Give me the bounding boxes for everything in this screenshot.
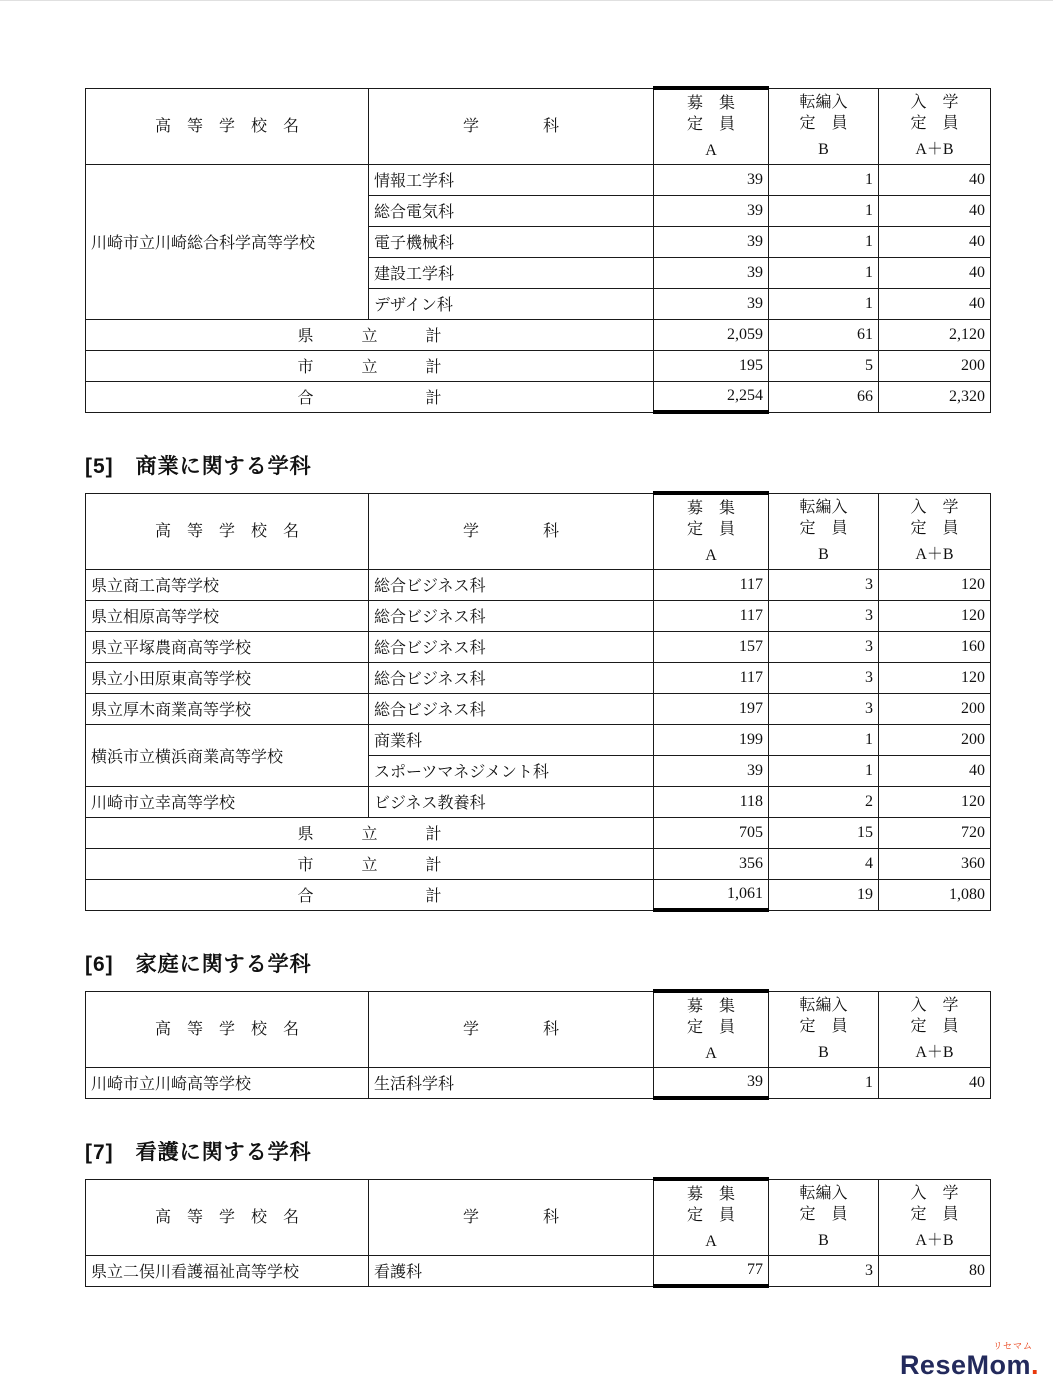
header-department: 学 科 <box>369 991 654 1067</box>
header-transfer-capacity-line2: 定 員 <box>799 1206 848 1223</box>
header-recruit-capacity-line2: 定 員 <box>686 115 735 133</box>
header-recruit-capacity <box>654 991 769 1067</box>
transfer-capacity-cell: 1 <box>769 164 879 195</box>
section-nursing <box>85 1136 990 1288</box>
summary-label-cell: 県 立 計 <box>86 817 654 848</box>
section-industrial-continued <box>85 86 990 414</box>
transfer-capacity-cell: 1 <box>769 226 879 257</box>
header-entrance-capacity-line1: 入 学 <box>910 997 959 1014</box>
transfer-capacity-cell: 1 <box>769 257 879 288</box>
header-recruit-capacity-line1: 募 集 <box>686 1185 735 1203</box>
transfer-capacity-cell: 1 <box>769 1067 879 1098</box>
header-entrance-capacity-sub-label: A＋B <box>915 1044 954 1061</box>
header-transfer-capacity <box>769 88 879 164</box>
transfer-capacity-cell: 2 <box>769 786 879 817</box>
transfer-capacity-cell: 3 <box>769 662 879 693</box>
school-cell: 県立相原高等学校 <box>86 600 369 631</box>
entrance-capacity-cell: 360 <box>879 848 991 879</box>
header-recruit-capacity <box>654 493 769 569</box>
header-transfer-capacity <box>769 1179 879 1255</box>
table-row <box>86 569 991 600</box>
entrance-capacity-cell: 40 <box>879 226 991 257</box>
recruit-capacity-cell: 195 <box>654 350 769 381</box>
department-cell: デザイン科 <box>369 288 654 319</box>
table-row <box>86 848 991 879</box>
table-header <box>86 991 991 1067</box>
header-entrance-capacity <box>879 88 991 164</box>
header-transfer-capacity-sub-label: B <box>818 141 829 158</box>
header-recruit-capacity-sub-label: A <box>705 141 717 159</box>
header-recruit-capacity-line1: 募 集 <box>686 499 735 517</box>
school-cell: 県立二俣川看護福祉高等学校 <box>86 1255 369 1286</box>
table-body <box>86 1255 991 1286</box>
header-transfer-capacity-line2: 定 員 <box>799 520 848 537</box>
entrance-capacity-cell: 1,080 <box>879 879 991 910</box>
entrance-capacity-cell: 40 <box>879 755 991 786</box>
table-row <box>86 1255 991 1286</box>
entrance-capacity-cell: 160 <box>879 631 991 662</box>
department-cell: 情報工学科 <box>369 164 654 195</box>
table-row <box>86 879 991 910</box>
recruit-capacity-cell: 2,254 <box>654 381 769 412</box>
watermark-brand-dot: . <box>1030 1350 1039 1380</box>
header-entrance-capacity-line2: 定 員 <box>910 115 959 132</box>
header-school-name: 高 等 学 校 名 <box>86 88 369 164</box>
document-content <box>85 86 990 1288</box>
school-cell: 県立商工高等学校 <box>86 569 369 600</box>
department-cell: 看護科 <box>369 1255 654 1286</box>
transfer-capacity-cell: 1 <box>769 724 879 755</box>
summary-label-cell: 県 立 計 <box>86 319 654 350</box>
school-cell: 横浜市立横浜商業高等学校 <box>86 724 369 786</box>
header-transfer-capacity-sub-label: B <box>818 1044 829 1061</box>
recruit-capacity-cell: 39 <box>654 755 769 786</box>
table-body <box>86 164 991 412</box>
table-header <box>86 88 991 164</box>
department-cell: 総合ビジネス科 <box>369 569 654 600</box>
header-transfer-capacity-line2: 定 員 <box>799 1018 848 1035</box>
table-row <box>86 164 991 195</box>
table-row <box>86 381 991 412</box>
department-cell: 総合ビジネス科 <box>369 693 654 724</box>
header-transfer-capacity <box>769 991 879 1067</box>
recruit-capacity-cell: 356 <box>654 848 769 879</box>
entrance-capacity-cell: 40 <box>879 288 991 319</box>
recruit-capacity-cell: 39 <box>654 164 769 195</box>
entrance-capacity-cell: 200 <box>879 350 991 381</box>
entrance-capacity-cell: 120 <box>879 786 991 817</box>
watermark-brand-text: ReseMom <box>899 1350 1031 1380</box>
header-entrance-capacity-line1: 入 学 <box>910 94 959 111</box>
header-recruit-capacity <box>654 1179 769 1255</box>
entrance-capacity-cell: 200 <box>879 724 991 755</box>
entrance-capacity-cell: 120 <box>879 569 991 600</box>
entrance-capacity-cell: 2,320 <box>879 381 991 412</box>
department-cell: スポーツマネジメント科 <box>369 755 654 786</box>
header-school-name: 高 等 学 校 名 <box>86 991 369 1067</box>
transfer-capacity-cell: 15 <box>769 817 879 848</box>
school-cell: 県立平塚農商高等学校 <box>86 631 369 662</box>
entrance-capacity-cell: 2,120 <box>879 319 991 350</box>
summary-label-cell: 合 計 <box>86 879 654 910</box>
header-transfer-capacity-sub-label: B <box>818 1232 829 1249</box>
transfer-capacity-cell: 1 <box>769 755 879 786</box>
recruit-capacity-cell: 39 <box>654 195 769 226</box>
header-school-name: 高 等 学 校 名 <box>86 1179 369 1255</box>
section-commerce <box>85 450 990 912</box>
department-cell: 総合ビジネス科 <box>369 600 654 631</box>
transfer-capacity-cell: 4 <box>769 848 879 879</box>
recruit-capacity-cell: 39 <box>654 257 769 288</box>
table-row <box>86 724 991 755</box>
header-entrance-capacity-line2: 定 員 <box>910 520 959 537</box>
recruit-capacity-cell: 117 <box>654 600 769 631</box>
transfer-capacity-cell: 3 <box>769 600 879 631</box>
header-recruit-capacity-sub-label: A <box>705 1044 717 1062</box>
transfer-capacity-cell: 5 <box>769 350 879 381</box>
header-entrance-capacity-sub-label: A＋B <box>915 141 954 158</box>
recruit-capacity-cell: 118 <box>654 786 769 817</box>
capacity-table-home-economics <box>85 989 991 1100</box>
header-row <box>86 493 991 569</box>
table-body <box>86 569 991 910</box>
entrance-capacity-cell: 80 <box>879 1255 991 1286</box>
header-entrance-capacity-sub-label: A＋B <box>915 1232 954 1249</box>
entrance-capacity-cell: 40 <box>879 1067 991 1098</box>
transfer-capacity-cell: 3 <box>769 1255 879 1286</box>
department-cell: 総合ビジネス科 <box>369 631 654 662</box>
header-department: 学 科 <box>369 1179 654 1255</box>
entrance-capacity-cell: 200 <box>879 693 991 724</box>
header-transfer-capacity-line1: 転編入 <box>799 499 848 516</box>
section-title-home-economics: [6] 家庭に関する学科 <box>85 953 312 976</box>
department-cell: 総合電気科 <box>369 195 654 226</box>
table-row <box>86 631 991 662</box>
recruit-capacity-cell: 39 <box>654 1067 769 1098</box>
header-recruit-capacity-line1: 募 集 <box>686 997 735 1015</box>
summary-label-cell: 市 立 計 <box>86 350 654 381</box>
entrance-capacity-cell: 40 <box>879 195 991 226</box>
entrance-capacity-cell: 40 <box>879 257 991 288</box>
entrance-capacity-cell: 120 <box>879 662 991 693</box>
recruit-capacity-cell: 157 <box>654 631 769 662</box>
capacity-table-nursing <box>85 1177 991 1288</box>
transfer-capacity-cell: 3 <box>769 631 879 662</box>
transfer-capacity-cell: 1 <box>769 288 879 319</box>
header-entrance-capacity-line1: 入 学 <box>910 1185 959 1202</box>
header-transfer-capacity-line2: 定 員 <box>799 115 848 132</box>
transfer-capacity-cell: 3 <box>769 569 879 600</box>
resemom-watermark <box>900 1342 1039 1379</box>
school-cell: 川崎市立幸高等学校 <box>86 786 369 817</box>
school-cell: 県立小田原東高等学校 <box>86 662 369 693</box>
capacity-table-commerce <box>85 491 991 912</box>
table-row <box>86 817 991 848</box>
header-entrance-capacity-line1: 入 学 <box>910 499 959 516</box>
header-transfer-capacity-line1: 転編入 <box>799 1185 848 1202</box>
transfer-capacity-cell: 61 <box>769 319 879 350</box>
transfer-capacity-cell: 1 <box>769 195 879 226</box>
header-recruit-capacity-sub-label: A <box>705 1232 717 1250</box>
table-row <box>86 662 991 693</box>
recruit-capacity-cell: 1,061 <box>654 879 769 910</box>
header-entrance-capacity <box>879 991 991 1067</box>
summary-label-cell: 市 立 計 <box>86 848 654 879</box>
section-title-nursing: [7] 看護に関する学科 <box>85 1141 312 1164</box>
recruit-capacity-cell: 2,059 <box>654 319 769 350</box>
recruit-capacity-cell: 117 <box>654 662 769 693</box>
header-recruit-capacity-line2: 定 員 <box>686 1206 735 1224</box>
capacity-table-industrial-continued <box>85 86 991 414</box>
header-entrance-capacity-line2: 定 員 <box>910 1018 959 1035</box>
header-department: 学 科 <box>369 493 654 569</box>
header-recruit-capacity-line2: 定 員 <box>686 520 735 538</box>
table-header <box>86 1179 991 1255</box>
recruit-capacity-cell: 197 <box>654 693 769 724</box>
table-row <box>86 786 991 817</box>
transfer-capacity-cell: 66 <box>769 381 879 412</box>
header-row <box>86 88 991 164</box>
department-cell: 生活科学科 <box>369 1067 654 1098</box>
header-transfer-capacity-line1: 転編入 <box>799 94 848 111</box>
table-body <box>86 1067 991 1098</box>
department-cell: 電子機械科 <box>369 226 654 257</box>
table-row <box>86 319 991 350</box>
recruit-capacity-cell: 77 <box>654 1255 769 1286</box>
school-cell: 川崎市立川崎総合科学高等学校 <box>86 164 369 319</box>
watermark-kana-label: リセマム <box>993 1341 1033 1351</box>
header-recruit-capacity-line2: 定 員 <box>686 1018 735 1036</box>
watermark-brand-logo <box>900 1350 1039 1380</box>
header-entrance-capacity-line2: 定 員 <box>910 1206 959 1223</box>
header-entrance-capacity <box>879 1179 991 1255</box>
header-transfer-capacity-line1: 転編入 <box>799 997 848 1014</box>
table-row <box>86 350 991 381</box>
header-transfer-capacity-sub-label: B <box>818 546 829 563</box>
recruit-capacity-cell: 199 <box>654 724 769 755</box>
school-cell: 県立厚木商業高等学校 <box>86 693 369 724</box>
school-cell: 川崎市立川崎高等学校 <box>86 1067 369 1098</box>
table-row <box>86 600 991 631</box>
entrance-capacity-cell: 720 <box>879 817 991 848</box>
section-title-commerce: [5] 商業に関する学科 <box>85 455 312 478</box>
header-recruit-capacity <box>654 88 769 164</box>
section-home-economics <box>85 948 990 1100</box>
department-cell: 建設工学科 <box>369 257 654 288</box>
header-school-name: 高 等 学 校 名 <box>86 493 369 569</box>
recruit-capacity-cell: 39 <box>654 288 769 319</box>
summary-label-cell: 合 計 <box>86 381 654 412</box>
header-recruit-capacity-sub-label: A <box>705 546 717 564</box>
recruit-capacity-cell: 39 <box>654 226 769 257</box>
header-transfer-capacity <box>769 493 879 569</box>
table-row <box>86 693 991 724</box>
entrance-capacity-cell: 120 <box>879 600 991 631</box>
header-entrance-capacity-sub-label: A＋B <box>915 546 954 563</box>
recruit-capacity-cell: 705 <box>654 817 769 848</box>
header-recruit-capacity-line1: 募 集 <box>686 94 735 112</box>
header-row <box>86 1179 991 1255</box>
table-row <box>86 1067 991 1098</box>
header-entrance-capacity <box>879 493 991 569</box>
table-header <box>86 493 991 569</box>
department-cell: 商業科 <box>369 724 654 755</box>
entrance-capacity-cell: 40 <box>879 164 991 195</box>
transfer-capacity-cell: 3 <box>769 693 879 724</box>
transfer-capacity-cell: 19 <box>769 879 879 910</box>
recruit-capacity-cell: 117 <box>654 569 769 600</box>
department-cell: ビジネス教養科 <box>369 786 654 817</box>
header-row <box>86 991 991 1067</box>
header-department: 学 科 <box>369 88 654 164</box>
department-cell: 総合ビジネス科 <box>369 662 654 693</box>
